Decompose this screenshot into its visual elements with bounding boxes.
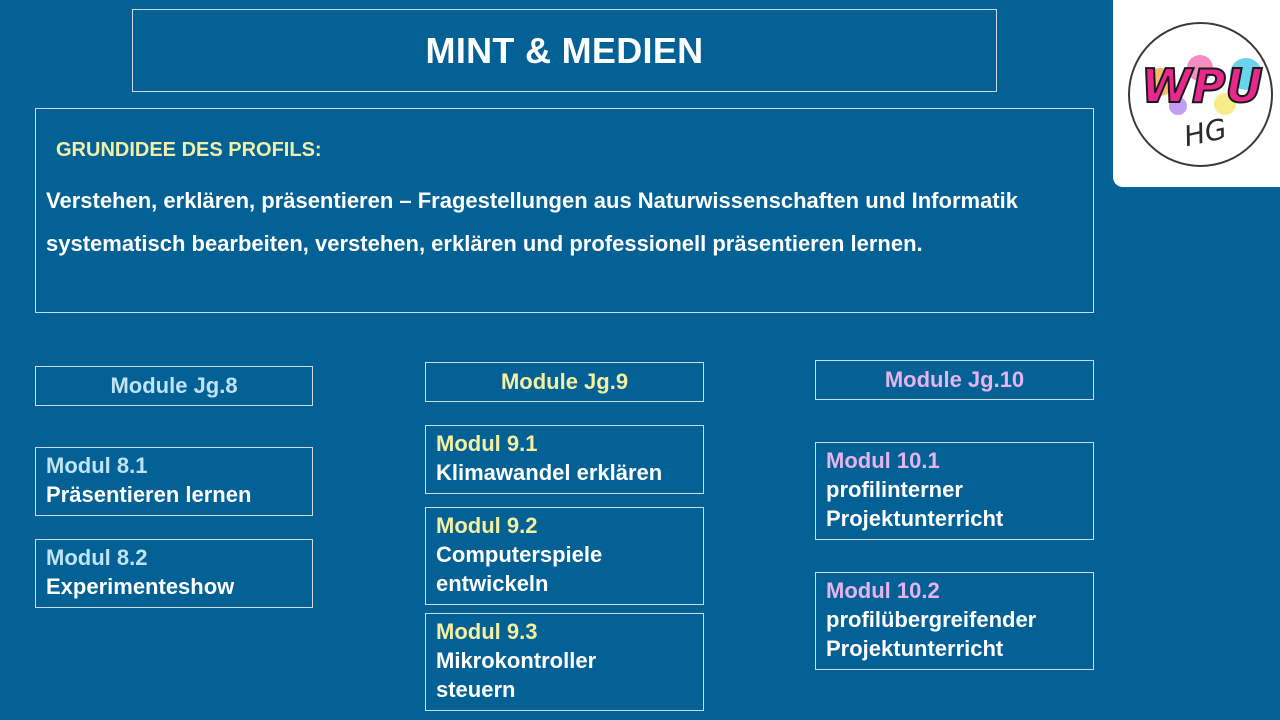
- logo-text-sub: HG: [1180, 111, 1230, 154]
- module-9-2: [425, 507, 704, 605]
- idea-heading: GRUNDIDEE DES PROFILS:: [56, 139, 322, 161]
- wpu-hg-logo: [1128, 22, 1273, 167]
- module-name: Klimawandel erklären: [436, 460, 663, 485]
- page-title: MINT & MEDIEN: [132, 9, 997, 92]
- module-name: profilinterner Projektunterricht: [826, 477, 1004, 531]
- module-name: Mikrokontroller steuern: [436, 648, 597, 702]
- module-name: Experimenteshow: [46, 574, 235, 599]
- module-code: Modul 10.1: [826, 448, 940, 473]
- module-code: Modul 9.3: [436, 619, 538, 644]
- module-name: Computerspiele entwickeln: [436, 542, 603, 596]
- logo-graphic: [1130, 24, 1273, 167]
- column-heading-jg8: Module Jg.8: [35, 366, 313, 406]
- module-code: Modul 9.2: [436, 513, 538, 538]
- module-name: profilübergreifender Projektunterricht: [826, 607, 1037, 661]
- module-8-1: [35, 447, 313, 516]
- module-code: Modul 9.1: [436, 431, 538, 456]
- column-heading-jg10: Module Jg.10: [815, 360, 1094, 400]
- module-code: Modul 8.1: [46, 453, 148, 478]
- logo-text-main: WPU: [1141, 59, 1263, 113]
- module-9-3: [425, 613, 704, 711]
- module-code: Modul 8.2: [46, 545, 148, 570]
- module-10-1: [815, 442, 1094, 540]
- idea-text: Verstehen, erklären, präsentieren – Fragestellungen aus Naturwissenschaften und Informatik systematisch bearbeiten, verstehen, erklären und professionell präsentieren lernen.: [46, 188, 1018, 256]
- module-9-1: [425, 425, 704, 494]
- column-heading-jg9: Module Jg.9: [425, 362, 704, 402]
- module-code: Modul 10.2: [826, 578, 940, 603]
- profile-idea-box: [35, 108, 1094, 313]
- module-name: Präsentieren lernen: [46, 482, 252, 507]
- module-8-2: [35, 539, 313, 608]
- module-10-2: [815, 572, 1094, 670]
